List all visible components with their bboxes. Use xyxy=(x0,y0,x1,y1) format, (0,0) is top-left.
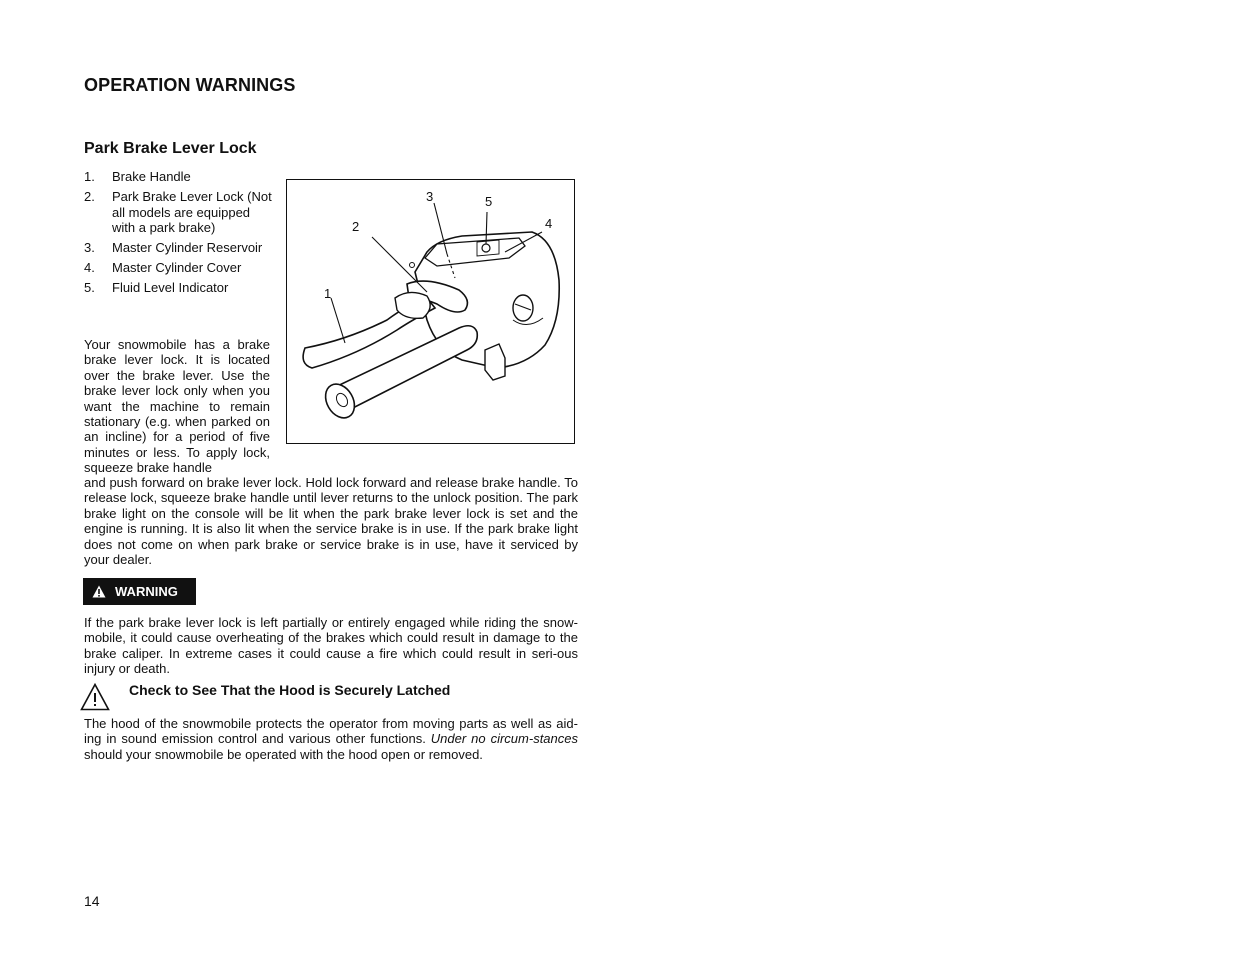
legend-item: 1. Brake Handle xyxy=(84,169,191,184)
warning-triangle-icon xyxy=(92,585,106,598)
body-paragraph-part2: and push forward on brake lever lock. Hold lock forward and release brake handle. To release lock, squeeze brake handle until lever returns to the unlock position. The park brake light on the console will be lit when the park brake lever lock is set and the engine is running. It is also lit when the service brake is in use. If the park brake light does not come on when park brake or service brake is in use, have it serviced by your dealer. xyxy=(84,475,578,568)
figure-legend xyxy=(84,169,274,300)
callout-5: 5 xyxy=(485,194,493,209)
legend-item: 2. Park Brake Lever Lock (Not all models are equipped with a park brake) xyxy=(84,189,272,235)
switch-knob xyxy=(485,344,505,380)
legend-item: 5. Fluid Level Indicator xyxy=(84,280,229,295)
body-paragraph-part1: Your snowmobile has a brake brake lever lock. It is located over the brake lever. Use the brake lever lock only when you want the machine to remain stationary (e.g. when parked on an incline) for a period of five minutes or less. To apply lock, squeeze brake handle xyxy=(84,337,270,476)
callout-2: 2 xyxy=(352,219,360,234)
warning-label: WARNING xyxy=(115,584,178,599)
hood-heading: Check to See That the Hood is Securely Latched xyxy=(129,682,451,698)
brake-handle-illustration xyxy=(286,179,575,444)
warning-badge xyxy=(83,578,196,605)
page-number: 14 xyxy=(84,893,100,909)
subsection-title: Park Brake Lever Lock xyxy=(84,140,257,157)
hood-paragraph: The hood of the snowmobile protects the operator from moving parts as well as aid-ing in sound emission control and various other functions. Under no circum-stances should your snowmobile be operated with the hood open or removed. xyxy=(84,716,578,762)
legend-item: 3. Master Cylinder Reservoir xyxy=(84,240,263,255)
legend-item: 4. Master Cylinder Cover xyxy=(84,260,242,275)
warning-text: If the park brake lever lock is left partially or entirely engaged while riding the snow-mobile, it could cause overheating of the brakes which could result in damage to the brake caliper. In extreme cases it could cause a fire which could result in seri-ous injury or death. xyxy=(84,615,578,677)
section-title: OPERATION WARNINGS xyxy=(84,75,296,95)
leader-line xyxy=(331,298,345,343)
callout-3: 3 xyxy=(426,189,434,204)
callout-1: 1 xyxy=(324,286,332,301)
callout-4: 4 xyxy=(545,216,553,231)
brake-assembly-drawing xyxy=(287,180,574,443)
caution-triangle-icon xyxy=(80,683,110,711)
fluid-level-indicator xyxy=(482,244,490,252)
